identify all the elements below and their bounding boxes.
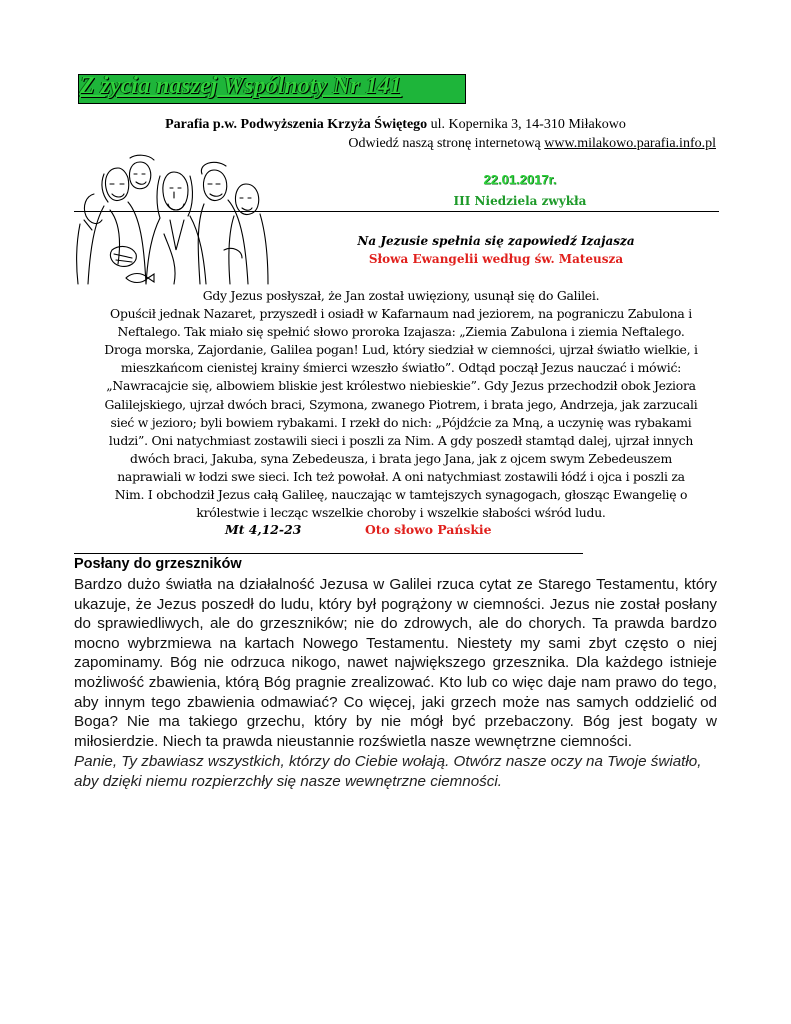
gospel-line: ludzi”. Oni natychmiast zostawili sieci i poszli za Nim. A gdy poszedł stamtąd dalej, ujrzał innych	[108, 432, 694, 448]
reading-closing: Oto słowo Pańskie	[365, 522, 492, 537]
gospel-line: dwóch braci, Jakuba, syna Zebedeusza, i brata jego Jana, jak z ojcem swym Zebedeuszem	[130, 450, 672, 466]
parish-info	[0, 117, 791, 133]
website-prefix: Odwiedź naszą stronę internetową	[348, 136, 545, 151]
gospel-line: Droga morska, Zajordanie, Galilea pogan! Lud, który siedział w ciemności, ujrzał światło wielkie, i	[104, 342, 698, 358]
newsletter-title: Z życia naszej Wspólnoty Nr 141	[80, 73, 402, 99]
parish-name: Parafia p.w. Podwyższenia Krzyża Świętego	[165, 117, 428, 132]
gospel-line: Neftalego. Tak miało się spełnić słowo proroka Izajasza: „Ziemia Zabulona i ziemia Neftalego.	[117, 324, 685, 340]
gospel-line: Gdy Jezus posłyszał, że Jan został uwięziony, usunął się do Galilei.	[202, 288, 600, 303]
gospel-text	[74, 287, 728, 522]
commentary-title: Posłany do grzeszników	[74, 556, 242, 572]
jesus-and-disciples-drawing-icon	[74, 154, 270, 286]
scripture-reference: Mt 4,12-23	[225, 522, 302, 537]
reading-title: Na Jezusie spełnia się zapowiedź Izajasza	[357, 234, 635, 248]
website-line	[348, 136, 716, 152]
prayer-text: Panie, Ty zbawiasz wszystkich, którzy do Ciebie wołają. Otwórz nasze oczy na Twoje światło, aby dzięki niemu rozpierzchły się nasze wewnętrzne ciemności.	[74, 753, 702, 790]
gospel-line: Nim. I obchodził Jezus całą Galileę, nauczając w tamtejszych synagogach, głosząc Ewangelię o	[114, 487, 688, 503]
section-divider	[74, 553, 583, 554]
website-link[interactable]: www.milakowo.parafia.info.pl	[544, 136, 716, 151]
commentary-text: Bardzo dużo światła na działalność Jezusa w Galilei rzuca cytat ze Starego Testamentu, który ukazuje, że Jezus poszedł do ludu, który był pogrążony w ciemności. Jezus nie został posłany do sprawiedliwych, ale do grzeszników; nie do zdrowych, ale do chorych. Ta prawda bardzo mocno wybrzmiewa na kartach Nowego Testamentu. Niestety my sami zbyt często o niej zapominamy. Bóg nie odrzuca nikogo, nawet największego grzesznika. Dla każdego istnieje możliwość zbawienia, którą Bóg pragnie zrealizować. Kto lub co więc daje nam prawo do tego, aby innym tego zbawienia odmawiać? Co więcej, jaki grzech może nas samych oddzielić od Boga? Nie ma takiego grzechu, który by nie mógł być przebaczony. Bóg jest bogaty w miłosierdzie. Niech ta prawda nieustannie rozświetla nasze wewnętrzne ciemności.	[74, 576, 717, 750]
gospel-line: mieszkańcom cienistej krainy śmierci wzeszło światło”. Odtąd począł Jezus nauczać i mówić:	[120, 360, 682, 376]
gospel-line: „Nawracajcie się, albowiem bliskie jest królestwo niebieskie”. Gdy Jezus przechodził obok Jeziora	[106, 378, 696, 394]
gospel-line: Opuścił jednak Nazaret, przyszedł i osiadł w Kafarnaum nad jeziorem, na pograniczu Zabulona i	[110, 306, 692, 322]
gospel-line: Galilejskiego, ujrzał dwóch braci, Szymona, zwanego Piotrem, i brata jego, Andrzeja, jak zarzucali	[104, 396, 698, 412]
gospel-line: naprawiali w łodzi swe sieci. Ich też powołał. A oni natychmiast zostawili łódź i ojca i poszli za	[117, 468, 685, 484]
header-divider	[74, 211, 719, 212]
gospel-line: królestwie i lecząc wszelkie choroby i wszelkie słabości wśród ludu.	[196, 505, 606, 521]
issue-date: 22.01.2017r.	[483, 172, 557, 187]
reading-source: Słowa Ewangelii według św. Mateusza	[368, 252, 624, 266]
liturgical-sunday: III Niedziela zwykła	[453, 194, 587, 208]
parish-address: ul. Kopernika 3, 14-310 Miłakowo	[427, 117, 626, 132]
gospel-line: sieć w jezioro; byli bowiem rybakami. I rzekł do nich: „Pójdźcie za Mną, a uczynię was rybakami	[110, 414, 692, 430]
